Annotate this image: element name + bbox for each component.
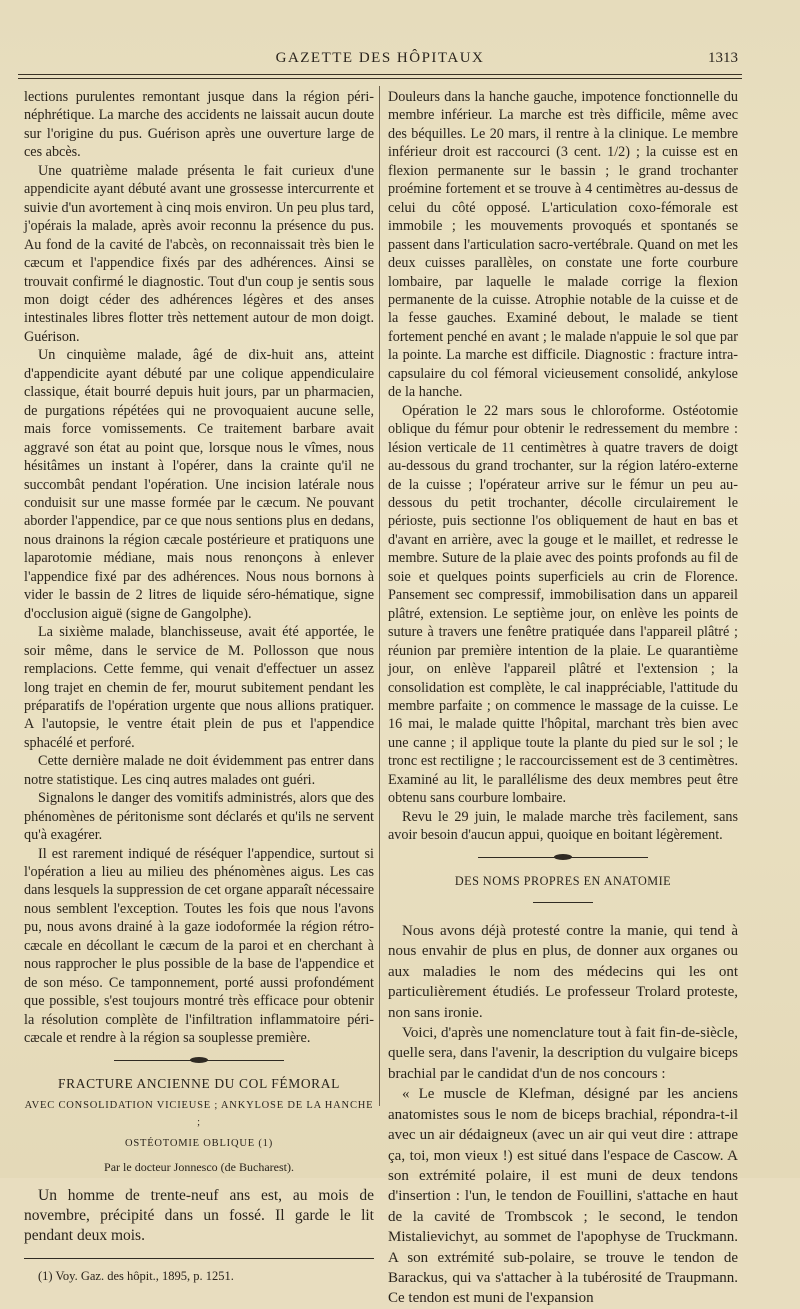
paragraph: Il est rarement indiqué de réséquer l'appendice, surtout si l'opération a lieu au milieu des phénomènes aigus. Les cas dans lesquels la suppression de cet organe apparaît nécessaire nous semblent l'exception. Toutes les fois que nous l'avons pu, nous avons drainé à la gaze iodoformée la région rétro-cæcale en décollant le cæcum de la paroi et en cherchant à nous rapprocher le plus possible de la base de l'appendice et de son méso. Ce tamponnement, porté aussi profondément que possible, s'est toujours montré très efficace pour obtenir la résolution complète de l'infiltration inflammatoire péri-cæcale et rendre à la région sa souplesse première. bbox=[24, 845, 374, 1047]
title-underline bbox=[533, 902, 593, 903]
paragraph: Douleurs dans la hanche gauche, impotence fonctionnelle du membre inférieur. La marche est très difficile, même avec des béquilles. Le 20 mars, il rentre à la clinique. Le membre inférieur droit est raccourci (3 cent. 1/2) ; la cuisse est en flexion permanente sur le bassin ; le grand trochanter proémine fortement et se trouve à 4 centimètres au-dessus de celui du côté opposé. L'articulation coxo-fémorale est immobile ; les mouvements provoqués et spontanés se passent dans l'articulation sacro-vertébrale. Quand on met les deux cuisses parallèles, on constate une forte courbure lombaire, par laquelle le malade corrige la flexion permanente de la cuisse. Atrophie notable de la cuisse et de la fesse gauches. Examiné debout, le malade se tient fortement penché en avant ; le malade n'appuie le sol que par la pointe. La marche est difficile. Diagnostic : fracture intra-capsulaire du col fémoral vicieusement consolidé, ankylose de la hanche. bbox=[388, 89, 738, 401]
journal-title: GAZETTE DES HÔPITAUX bbox=[275, 50, 485, 66]
article-subtitle: OSTÉOTOMIE OBLIQUE (1) bbox=[124, 1138, 274, 1150]
article-author: Par le docteur Jonnesco (de Bucharest). bbox=[104, 1160, 294, 1175]
paragraph: Signalons le danger des vomitifs administrés, alors que des phénomènes de péritonisme sont déclarés et qu'ils ne servent qu'à exagérer. bbox=[24, 790, 374, 844]
paragraph: Une quatrième malade présenta le fait curieux d'une appendicite ayant débuté avant une grossesse intercurrente et suivie d'un avortement à cinq mois environ. Un peu plus tard, j'opérais la malade, après avoir reconnu la présence du pus. Au fond de la cavité de l'abcès, on reconnaissait très bien le cæcum et l'appendice fixés par des adhérences. Ainsi se trouvait confirmé le diagnostic. Tout d'un coup je sentis sous mon doigt céder des adhérences légères et des anses intestinales libres flotter très nettement autour de mon doigt. Guérison. bbox=[24, 162, 374, 345]
column-divider bbox=[379, 86, 380, 1106]
article-subtitle: AVEC CONSOLIDATION VICIEUSE ; ANKYLOSE DE LA HANCHE ; bbox=[24, 1100, 374, 1129]
paragraph: Opération le 22 mars sous le chloroforme. Ostéotomie oblique du fémur pour obtenir le redressement du membre : lésion verticale de 11 centimètres à quatre travers de doigt au-dessous du grand trochanter, sur la région latéro-externe de la cuisse ; l'opérateur arrive sur le fémur un peu au-dessous du petit trochanter, décolle circulairement le périoste, puis sectionne l'os obliquement de haut en bas et d'avant en arrière, avec la gouge et le maillet, et redresse le membre. Suture de la plaie avec des points profonds au fil de soie et quelques points superficiels au crin de Florence. Pansement sec compressif, immobilisation dans un appareil plâtré, extension. Le septième jour, on enlève les points de suture à travers une fenêtre pratiquée dans l'appareil plâtré ; réunion par première intention de la plaie. Le quarantième jour, on enlève l'appareil plâtré et l'extension ; la consolidation est complète, le cal inappréciable, l'attitude du membre parfaite ; on commence le massage de la cuisse. Le 16 mai, le malade quitte l'hôpital, marchant très bien avec une canne ; il applique toute la plante du pied sur le sol ; le tronc est rectiligne ; le raccourcissement est de 3 centimètres. Examiné au lit, le parallélisme des deux membres peut être obtenu sans courbure lombaire. bbox=[388, 402, 738, 807]
paragraph: Nous avons déjà protesté contre la manie, qui tend à nous envahir de plus en plus, de donner aux organes ou aux maladies le nom des médecins qui les ont particulièrement étudiés. Le professeur Trolard proteste, non sans ironie. bbox=[388, 923, 738, 1021]
header-rule-top bbox=[18, 74, 742, 75]
paragraph: Un cinquième malade, âgé de dix-huit ans, atteint d'appendicite ayant débuté par une colique appendiculaire classique, était bourré depuis huit jours, par un pharmacien, de purgations répétées qui ne provoquaient aucune selle, mais force vomissements. Ce traitement barbare avait aggravé son état au point que, lorsque nous le vîmes, nous hésitâmes un instant à l'opérer, dans la crainte qu'il ne succombât pendant l'opération. Une incision latérale nous conduisit sur une masse formée par le cæcum. Ne pouvant aborder l'appendice, par ce que nous sentions plus en dedans, nous drainons la région cæcale postérieure et pratiquons une laparotomie médiane, mais nous renonçons à enlever l'appendice fixé par des adhérences. Nous nous bornons à vider le bassin de 2 litres de liquide séro-hématique, signe d'occlusion aiguë (signe de Gangolphe). bbox=[24, 347, 374, 622]
paragraph: « Le muscle de Klefman, désigné par les anciens anatomistes sous le nom de biceps brachial, répondra-t-il avec un air dédaigneux (avec un air qui veut dire : attrape ça, toi, mon vieux !) est situé dans l'espace de Cascow. A son extrémité polaire, il est muni de deux tendons d'insertion : l'un, le tendon de Fouillini, s'attache en haut de la cavité de Trombscok ; le second, le tendon Mistalievichyt, au sommet de l'apophyse de Truckmann. A son extrémité sub-polaire, se trouve le tendon de Barackus, qui va s'attacher à la tubérosité de Traupmann. Ce tendon est muni de l'expansion bbox=[388, 1086, 738, 1307]
section-separator bbox=[478, 857, 648, 858]
paragraph: Revu le 29 juin, le malade marche très facilement, sans avoir besoin d'aucun appui, quoique en boitant légèrement. bbox=[388, 808, 738, 844]
footnote: (1) Voy. Gaz. des hôpit., 1895, p. 1251. bbox=[38, 1269, 234, 1284]
paragraph: Voici, d'après une nomenclature tout à fait fin-de-siècle, quelle sera, dans l'avenir, la description du vulgaire biceps brachial par le candidat d'un de nos concours : bbox=[388, 1025, 738, 1082]
paragraph: lections purulentes remontant jusque dans la région péri-néphrétique. La marche des accidents ne laissait aucun doute sur l'origine du pus. Guérison après une ouverture large de ces abcès. bbox=[24, 89, 374, 161]
article-intro: Un homme de trente-neuf ans est, au mois de novembre, précipité dans un fossé. Il garde le lit pendant deux mois. bbox=[24, 1187, 374, 1245]
paragraph: La sixième malade, blanchisseuse, avait été apportée, le soir même, dans le service de M. Pollosson que nous remplacions. Cette femme, qui venait d'effectuer un assez long trajet en chemin de fer, mourut subitement pendant les préparatifs de l'opération urgente que nous allions pratiquer. A l'autopsie, le ventre était plein de pus et l'appendice sphacélé et perforé. bbox=[24, 624, 374, 751]
footnote-rule bbox=[24, 1258, 374, 1259]
right-column bbox=[388, 88, 738, 1309]
page-header bbox=[20, 48, 740, 72]
paragraph: Cette dernière malade ne doit évidemment pas entrer dans notre statistique. Les cinq autres malades ont guéri. bbox=[24, 753, 374, 788]
article-title: FRACTURE ANCIENNE DU COL FÉMORAL bbox=[58, 1075, 340, 1091]
left-column bbox=[24, 88, 374, 1286]
article-title: DES NOMS PROPRES EN ANATOMIE bbox=[454, 873, 672, 888]
header-rule-bottom bbox=[18, 78, 742, 79]
section-separator bbox=[114, 1060, 284, 1061]
page-number: 1313 bbox=[708, 50, 738, 66]
